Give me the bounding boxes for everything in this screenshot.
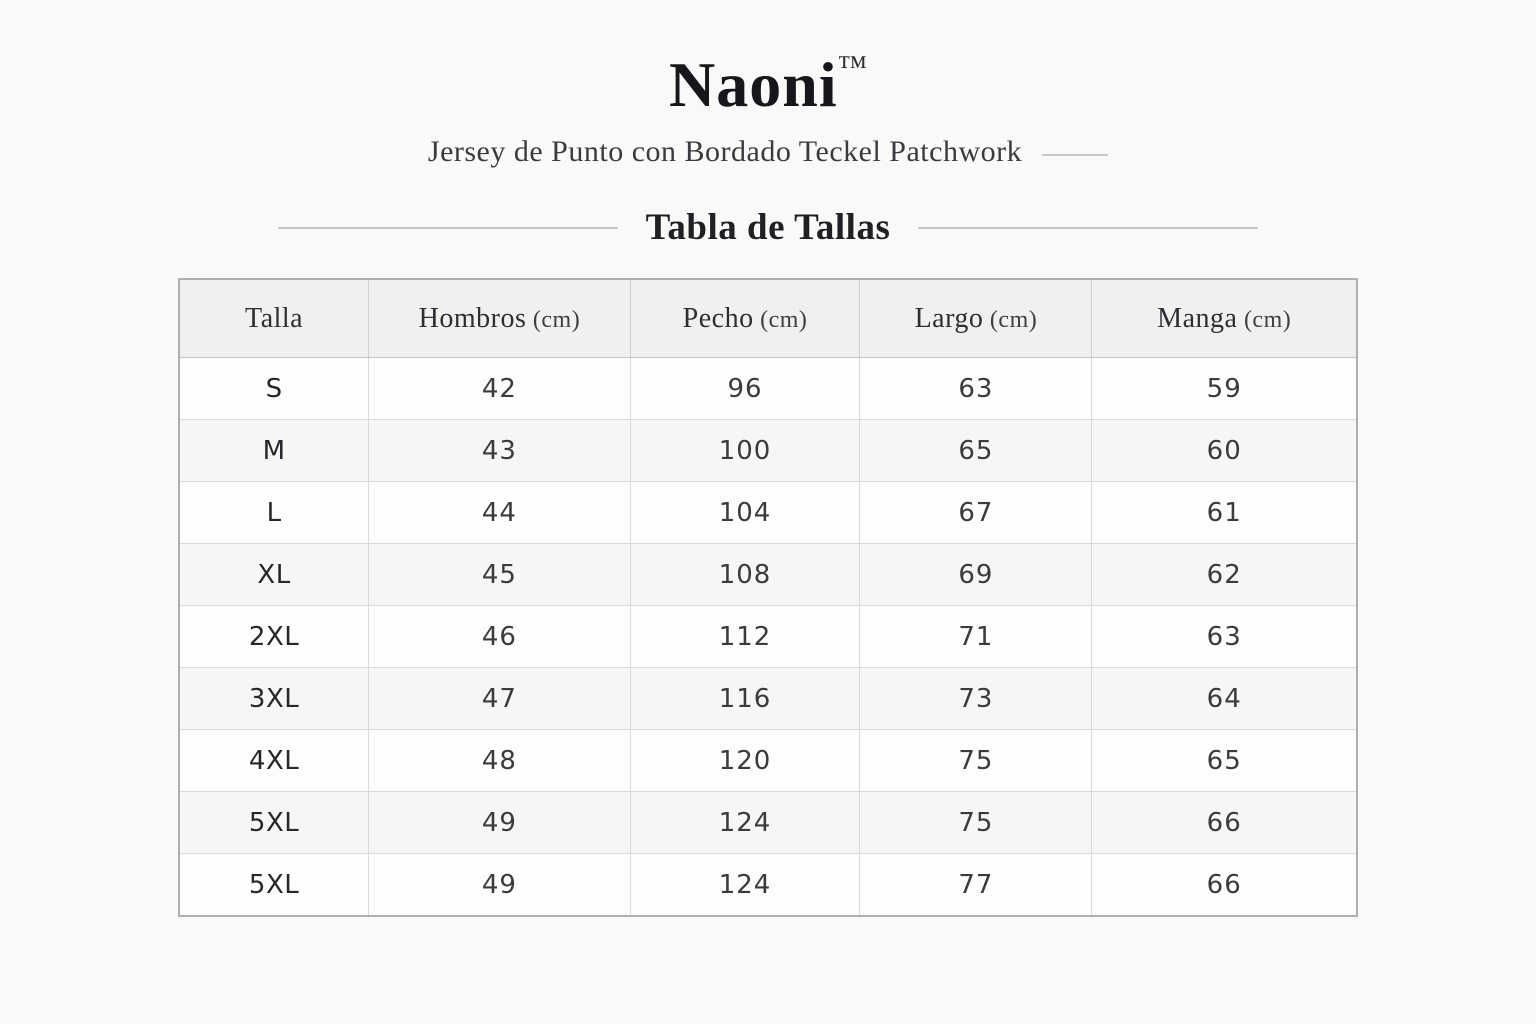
measurement-cell: 120 bbox=[630, 730, 860, 792]
table-row bbox=[179, 606, 1357, 668]
measurement-cell: 108 bbox=[630, 544, 860, 606]
product-subtitle: Jersey de Punto con Bordado Teckel Patchwork bbox=[427, 135, 1023, 169]
size-cell: 5XL bbox=[179, 792, 369, 854]
measurement-cell: 73 bbox=[860, 668, 1092, 730]
column-header: Largo (cm) bbox=[860, 279, 1092, 358]
measurement-cell: 67 bbox=[860, 482, 1092, 544]
column-header: Manga (cm) bbox=[1092, 279, 1357, 358]
measurement-cell: 49 bbox=[369, 854, 631, 917]
subtitle-row bbox=[0, 134, 1536, 170]
measurement-cell: 63 bbox=[1092, 606, 1357, 668]
table-row bbox=[179, 854, 1357, 917]
size-cell: 4XL bbox=[179, 730, 369, 792]
measurement-cell: 65 bbox=[1092, 730, 1357, 792]
measurement-cell: 46 bbox=[369, 606, 631, 668]
measurement-cell: 61 bbox=[1092, 482, 1357, 544]
measurement-cell: 75 bbox=[860, 730, 1092, 792]
measurement-cell: 49 bbox=[369, 792, 631, 854]
column-header: Pecho (cm) bbox=[630, 279, 860, 358]
measurement-cell: 96 bbox=[630, 358, 860, 420]
section-rule-right bbox=[918, 227, 1258, 229]
measurement-cell: 59 bbox=[1092, 358, 1357, 420]
measurement-cell: 69 bbox=[860, 544, 1092, 606]
size-cell: 2XL bbox=[179, 606, 369, 668]
table-row bbox=[179, 730, 1357, 792]
table-row bbox=[179, 420, 1357, 482]
measurement-cell: 62 bbox=[1092, 544, 1357, 606]
measurement-cell: 42 bbox=[369, 358, 631, 420]
subtitle-rule bbox=[1042, 154, 1108, 156]
measurement-cell: 77 bbox=[860, 854, 1092, 917]
trademark-symbol: ™ bbox=[837, 50, 867, 83]
measurement-cell: 124 bbox=[630, 792, 860, 854]
size-cell: L bbox=[179, 482, 369, 544]
column-header: Talla bbox=[179, 279, 369, 358]
table-row bbox=[179, 544, 1357, 606]
table-header-row bbox=[179, 279, 1357, 358]
measurement-cell: 100 bbox=[630, 420, 860, 482]
size-cell: 3XL bbox=[179, 668, 369, 730]
measurement-cell: 66 bbox=[1092, 792, 1357, 854]
size-cell: 5XL bbox=[179, 854, 369, 917]
brand-title bbox=[0, 0, 1536, 120]
measurement-cell: 124 bbox=[630, 854, 860, 917]
measurement-cell: 48 bbox=[369, 730, 631, 792]
measurement-cell: 66 bbox=[1092, 854, 1357, 917]
size-table bbox=[178, 278, 1358, 917]
size-cell: S bbox=[179, 358, 369, 420]
section-title-row bbox=[0, 204, 1536, 252]
measurement-cell: 75 bbox=[860, 792, 1092, 854]
measurement-cell: 63 bbox=[860, 358, 1092, 420]
size-cell: M bbox=[179, 420, 369, 482]
table-body bbox=[179, 358, 1357, 917]
measurement-cell: 43 bbox=[369, 420, 631, 482]
table-row bbox=[179, 482, 1357, 544]
measurement-cell: 45 bbox=[369, 544, 631, 606]
section-rule-left bbox=[278, 227, 618, 229]
size-cell: XL bbox=[179, 544, 369, 606]
table-row bbox=[179, 792, 1357, 854]
size-table-container bbox=[178, 278, 1358, 917]
table-row bbox=[179, 358, 1357, 420]
measurement-cell: 116 bbox=[630, 668, 860, 730]
table-row bbox=[179, 668, 1357, 730]
measurement-cell: 47 bbox=[369, 668, 631, 730]
measurement-cell: 65 bbox=[860, 420, 1092, 482]
measurement-cell: 104 bbox=[630, 482, 860, 544]
column-header: Hombros (cm) bbox=[369, 279, 631, 358]
section-title: Tabla de Tallas bbox=[645, 207, 891, 249]
brand-name: Naoni bbox=[669, 49, 838, 120]
measurement-cell: 112 bbox=[630, 606, 860, 668]
measurement-cell: 60 bbox=[1092, 420, 1357, 482]
measurement-cell: 44 bbox=[369, 482, 631, 544]
measurement-cell: 64 bbox=[1092, 668, 1357, 730]
measurement-cell: 71 bbox=[860, 606, 1092, 668]
